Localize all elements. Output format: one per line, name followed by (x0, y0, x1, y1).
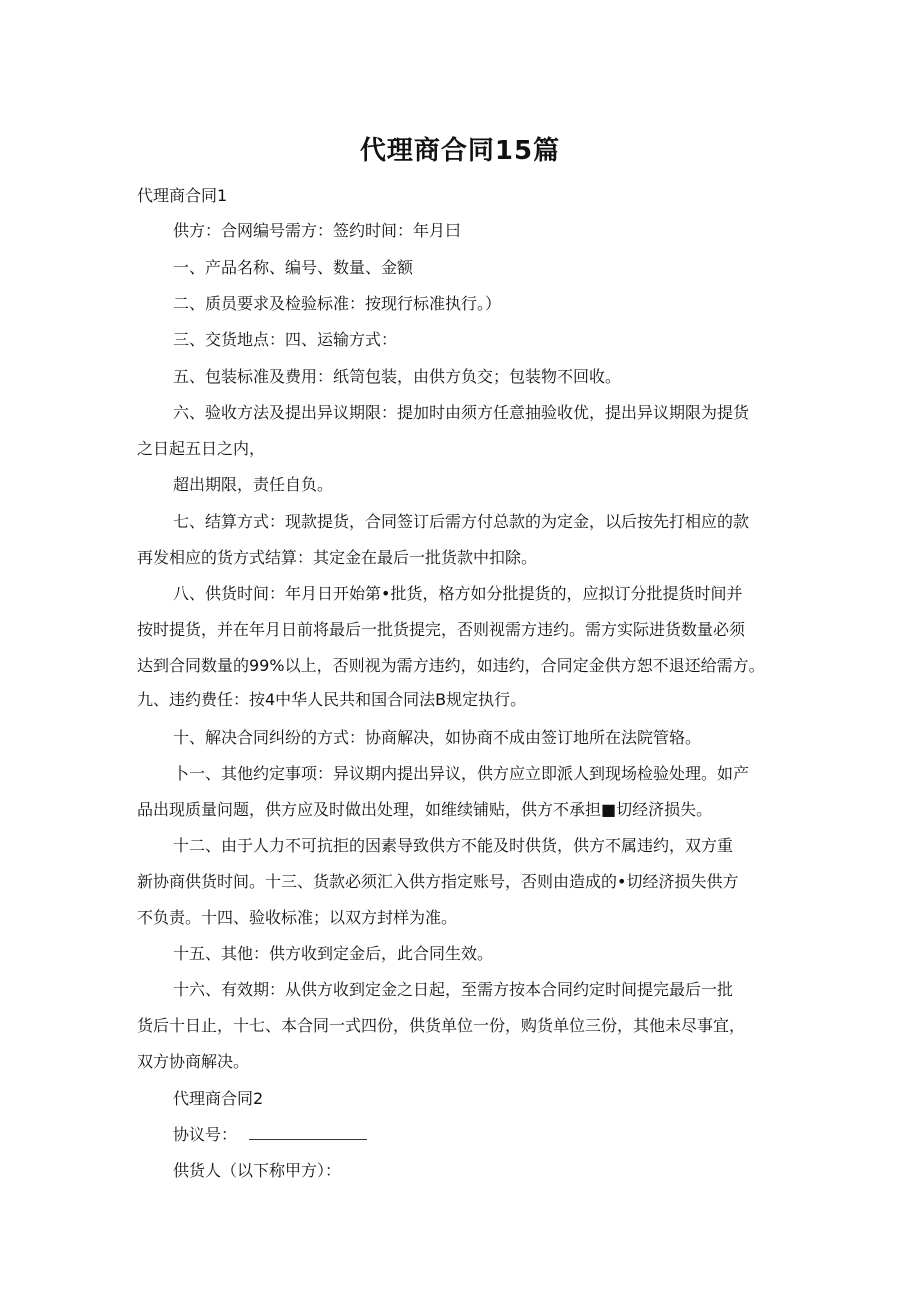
paragraph-item-11-line-1: 卜一、其他约定事项：异议期内提出异议，供方应立即派人到现场检验处理。如产 (173, 764, 750, 783)
paragraph-item-12-line-3: 不负责。十四、验收标准；以双方封样为准。 (137, 908, 458, 927)
paragraph-item-8-line-1: 八、供货时间：年月日开始第•批货，格方如分批提货的，应拟订分批提货时间并 (173, 584, 743, 603)
paragraph-item-6-line-3: 超出期限，责任自负。 (173, 475, 334, 494)
paragraph-item-3: 三、交货地点：四、运输方式： (173, 330, 398, 349)
paragraph-item-5: 五、包装标准及费用：纸笥包装，由供方负交；包装物不回收。 (173, 367, 622, 386)
paragraph-item-16-line-1: 十六、有效期：从供方收到定金之日起，至需方按本合同约定时间提完最后一批 (173, 980, 734, 999)
paragraph-item-8-line-2: 按时提货，并在年月日前将最后一批货提完，否则视需方违约。需方实际进货数量必须 (137, 620, 746, 639)
paragraph-item-12-line-2: 新协商供货时间。十三、货款必须汇入供方指定账号，否则由造成的•切经济损失供方 (137, 872, 739, 891)
document-title: 代理商合同15篇 (359, 136, 561, 166)
paragraph-item-11-line-2: 品出现质量问题，供方应及时做出处理，如维续铺贴，供方不承担■切经济损失。 (137, 800, 713, 819)
paragraph-item-16-line-2: 货后十日止，十七、本合同一式四份，供货单位一份，购货单位三份，其他未尽事宜， (137, 1016, 746, 1035)
paragraph-item-16-line-3: 双方协商解决。 (137, 1052, 250, 1071)
paragraph-item-6-line-1: 六、验收方法及提出异议期限：提加时由须方任意抽验收优，提出异议期限为提货 (173, 403, 750, 422)
paragraph-parties: 供方：合网编号需方：签约时间：年月曰 (173, 221, 462, 240)
paragraph-item-7-line-1: 七、结算方式：现款提货，合同签订后需方付总款的为定金，以后按先打相应的款 (173, 512, 750, 531)
supplier-label: 供货人（以下称甲方）： (173, 1161, 342, 1180)
paragraph-item-1: 一、产品名称、编号、数量、金额 (173, 258, 414, 277)
paragraph-item-10: 十、解决合同纠纷的方式：协商解决，如协商不成由签订地所在法院管辂。 (173, 728, 702, 747)
agreement-number-blank (249, 1125, 367, 1140)
paragraph-item-9: 九、违约费任：按4中华人民共和国合同法B规定执行。 (137, 690, 527, 709)
paragraph-item-8-line-3: 达到合同数量的99%以上，否则视为需方违约，如违约，合同定金供方恕不退还给需方。 (137, 656, 765, 675)
section-heading-1: 代理商合同1 (137, 186, 228, 205)
agreement-number-row (173, 1125, 367, 1145)
paragraph-item-2: 二、质员要求及检验标准：按现行标准执行。） (173, 294, 502, 313)
section-heading-2: 代理商合同2 (173, 1089, 264, 1108)
agreement-number-label: 协议号： (173, 1125, 238, 1144)
paragraph-item-6-line-2: 之日起五日之内， (137, 439, 266, 458)
paragraph-item-15: 十五、其他：供方收到定金后，此合同生效。 (173, 944, 494, 963)
paragraph-item-12-line-1: 十二、由于人力不可抗拒的因素导致供方不能及时供货，供方不属违约，双方重 (173, 836, 734, 855)
paragraph-item-7-line-2: 再发相应的货方式结算：其定金在最后一批货款中扣除。 (137, 548, 538, 567)
